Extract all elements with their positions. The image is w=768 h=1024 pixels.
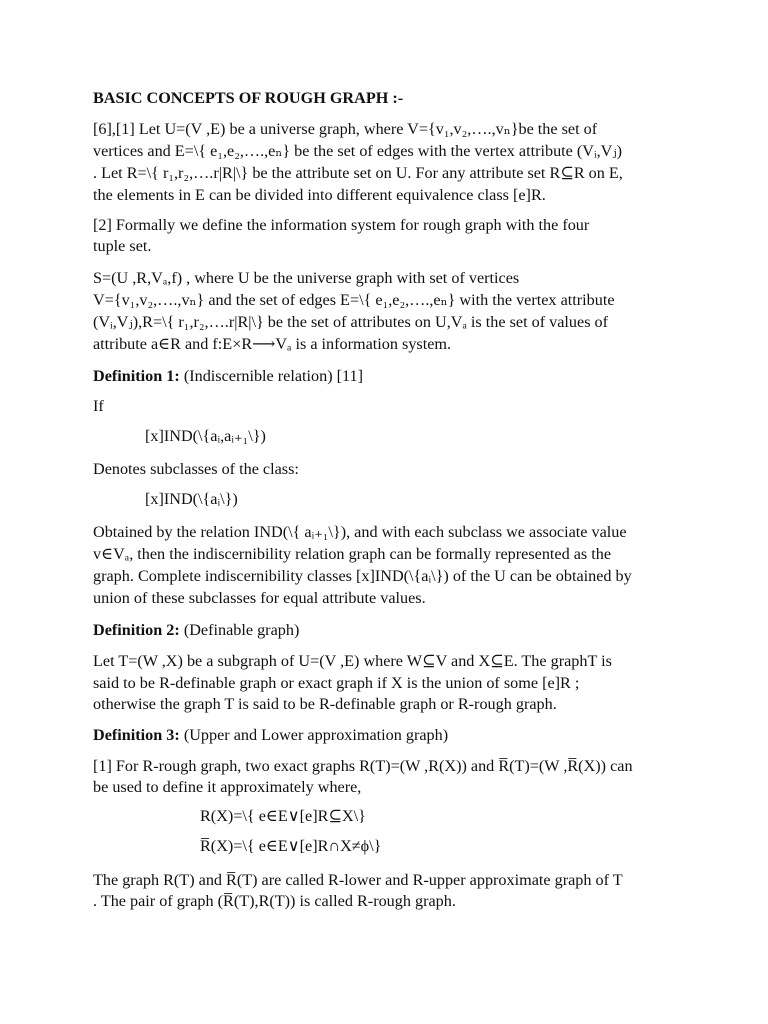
text-line: The graph R(T) and R̅(T) are called R-lower and R-upper approximate graph of T: [93, 871, 623, 889]
definition-heading: Definition 3: (Upper and Lower approximation graph): [93, 726, 449, 744]
text-line: If: [93, 397, 104, 415]
text-line: [6],[1] Let U=(V ,E) be a universe graph, where V={v₁,v₂,….,vₙ}be the set of: [93, 120, 598, 138]
text-line: [2] Formally we define the information system for rough graph with the four: [93, 216, 590, 234]
text-line: Let T=(W ,X) be a subgraph of U=(V ,E) where W⊆V and X⊆E. The graphT is: [93, 652, 612, 670]
text-line: be used to define it approximately where,: [93, 778, 362, 796]
definition-label: Definition 1:: [93, 367, 180, 385]
text-line: the elements in E can be divided into different equivalence class [e]R.: [93, 186, 546, 204]
text-line: . The pair of graph (R̅(T),R(T)) is called R-rough graph.: [93, 892, 456, 910]
definition-heading: Definition 1: (Indiscernible relation) [11]: [93, 367, 364, 385]
text-line: v∈Vₐ, then the indiscernibility relation graph can be formally represented as the: [93, 545, 612, 563]
text-line: otherwise the graph T is said to be R-definable graph or R-rough graph.: [93, 695, 557, 713]
text-line: [1] For R-rough graph, two exact graphs R(T)=(W ,R(X)) and R̅(T)=(W ,R̅(X)) can: [93, 757, 633, 775]
section-heading: BASIC CONCEPTS OF ROUGH GRAPH :-: [93, 89, 404, 107]
definition-label: Definition 2:: [93, 621, 180, 639]
text-line: V={v₁,v₂,….,vₙ} and the set of edges E=\{ e₁,e₂,….,eₙ} with the vertex attribute: [93, 291, 615, 309]
text-line: attribute a∈R and f:E×R⟶Vₐ is a information system.: [93, 335, 452, 353]
math-expression: R̅(X)=\{ e∈E∨[e]R∩X≠ϕ\}: [200, 837, 382, 855]
text-line: said to be R-definable graph or exact graph if X is the union of some [e]R ;: [93, 674, 580, 692]
text-line: tuple set.: [93, 237, 152, 255]
text-line: union of these subclasses for equal attribute values.: [93, 589, 426, 607]
text-line: (Vᵢ,Vⱼ),R=\{ r₁,r₂,….r|R|\} be the set of attributes on U,Vₐ is the set of values of: [93, 313, 609, 331]
text-line: Denotes subclasses of the class:: [93, 460, 299, 478]
math-expression: [x]IND(\{aᵢ,aᵢ₊₁\}): [145, 427, 266, 445]
math-expression: [x]IND(\{aᵢ\}): [145, 490, 238, 508]
text-line: vertices and E=\{ e₁,e₂,….,eₙ} be the set of edges with the vertex attribute (Vᵢ,Vⱼ): [93, 142, 623, 160]
text-line: S=(U ,R,Vₐ,f) , where U be the universe graph with set of vertices: [93, 269, 520, 287]
definition-heading: Definition 2: (Definable graph): [93, 621, 300, 639]
text-line: . Let R=\{ r₁,r₂,….r|R|\} be the attribute set on U. For any attribute set R⊆R on E,: [93, 164, 623, 182]
text-line: graph. Complete indiscernibility classes [x]IND(\{aᵢ\}) of the U can be obtained by: [93, 567, 632, 585]
math-expression: R(X)=\{ e∈E∨[e]R⊆X\}: [200, 807, 366, 825]
text-line: Obtained by the relation IND(\{ aᵢ₊₁\}), and with each subclass we associate value: [93, 523, 627, 541]
definition-label: Definition 3:: [93, 726, 180, 744]
